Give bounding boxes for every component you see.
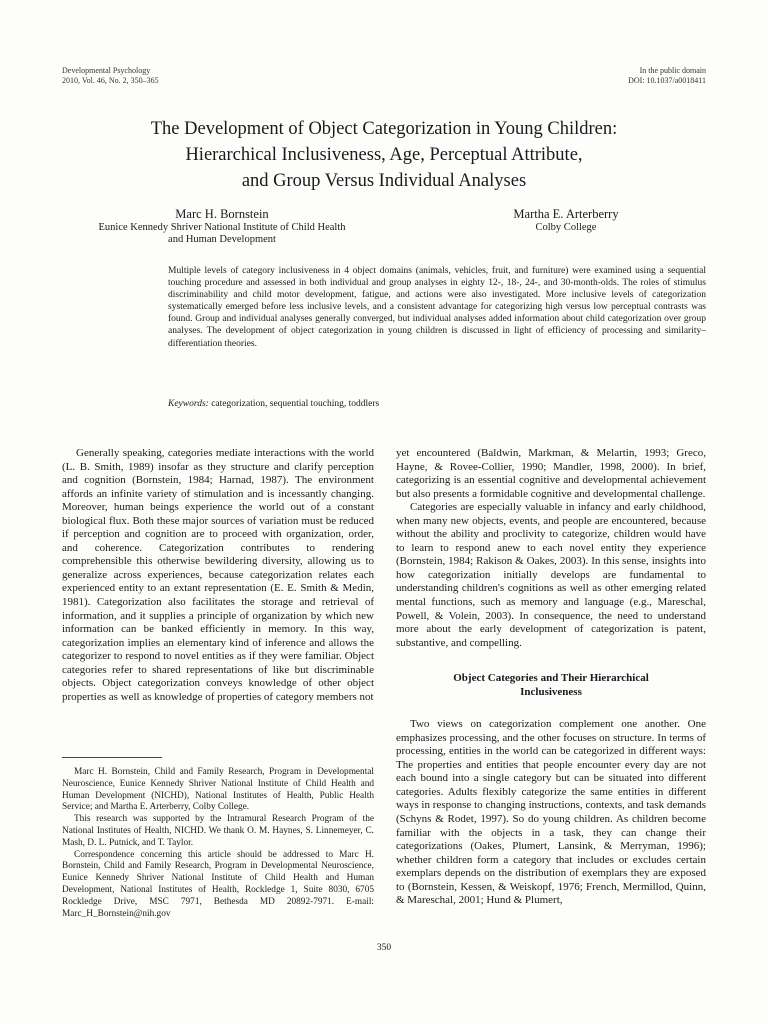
page-number: 350: [376, 943, 392, 953]
author-affiliation: Eunice Kennedy Shriver National Institute of Child Health: [98, 222, 346, 233]
body-left-column: [62, 447, 374, 704]
footnote-paragraph: Correspondence concerning this article should be addressed to Marc H. Bornstein, Child and Family Research, Program in Developmental Neuroscience, Eunice Kennedy Shriver National Institute of Child Health and Human Development, National Institutes of Health, Rockledge 1, Suite 8030, 6705 Rockledge Drive, MSC 7971, Bethesda MD 20892-7971. E-mail: Marc_H_Bornstein@nih.gov: [62, 849, 374, 919]
abstract-text: Multiple levels of category inclusiveness in 4 object domains (animals, vehicles, fruit, and furniture) were examined using a sequential touching procedure and assessed in both individual and group analyses in eighty 12-, 18-, 24-, and 30-month-olds. The roles of stimulus discriminability and child motor development, fatigue, and actions were also investigated. More inclusive levels of categorization systematically emerged before less inclusive levels, and a consistent advantage for categorizing high versus low perceptual contrasts was found. Group and individual analyses generally converged, but individual analyses added information about child categorization over group analyses. The development of object categorization in young children is discussed in light of efficiency of processing and similarity–differentiation theories.: [168, 266, 706, 349]
author-name: Marc H. Bornstein: [175, 207, 269, 221]
body-paragraph: Categories are especially valuable in infancy and early childhood, when many new objects, events, and people are encountered, because without the ability and proclivity to categorize, children would have to learn to respond anew to each novel entity they experience (Bornstein, 1984; Rakison & Oakes, 2003). In this sense, insights into how categorization initially develops are fundamental to understanding children's cognitions as well as other emerging related mental functions, such as memory and language (e.g., Mareschal, Powell, & Volein, 2003). In consequence, the need to understand more about the early development of categorization is patent, substantive, and compelling.: [396, 501, 706, 649]
rights-statement: In the public domain: [639, 66, 706, 75]
doi: DOI: 10.1037/a0018411: [628, 75, 706, 85]
keywords-text: categorization, sequential touching, toddlers: [211, 399, 380, 409]
author-affiliation: and Human Development: [168, 234, 276, 245]
section-heading: [396, 671, 706, 699]
footnote-rule: [62, 757, 162, 758]
body-paragraph: yet encountered (Baldwin, Markman, & Melartin, 1993; Greco, Hayne, & Rovee-Collier, 1990; Mandler, 1998, 2000). In brief, categorizing is an essential cognitive and developmental achievement but also presents a formidable cognitive and developmental challenge.: [396, 447, 706, 500]
body-right-column: [396, 447, 706, 908]
running-header-right: [628, 66, 706, 85]
keywords: [168, 398, 706, 410]
journal-citation: 2010, Vol. 46, No. 2, 350–365: [62, 75, 159, 85]
journal-name: Developmental Psychology: [62, 66, 151, 75]
footnote-paragraph: Marc H. Bornstein, Child and Family Research, Program in Developmental Neuroscience, Eunice Kennedy Shriver National Institute of Child Health and Human Development (NICHD), National Institutes of Health, Public Health Service; and Martha E. Arterberry, Colby College.: [62, 767, 374, 813]
author-name: Martha E. Arterberry: [513, 207, 619, 221]
body-paragraph: Two views on categorization complement one another. One emphasizes processing, and the other focuses on structure. In terms of processing, entities in the world can be categorized in different ways: The properties and entities that people encounter every day are not each bound into a single category but can be situated into different categories. Adults flexibly categorize the same entities in different ways in response to changing instructions, contexts, and task demands (Schyns & Rodet, 1997). So do young children. As children become familiar with the objects in a task, they can change their categorizations (Oakes, Plumert, Lansink, & Merryman, 1996); whether children form a category that includes or excludes certain exemplars depends on the distribution of exemplars they are exposed to (Bornstein, Kessen, & Weiskopf, 1976; French, Mermillod, Quinn, & Mareschal, 2001; Hund & Plumert,: [396, 718, 706, 907]
article-title: [60, 116, 708, 194]
keywords-label: Keywords:: [168, 399, 209, 409]
running-header-left: [62, 66, 159, 85]
section-heading-line: Inclusiveness: [520, 686, 582, 699]
author-note: [62, 767, 374, 920]
section-heading-line: Object Categories and Their Hierarchical: [453, 672, 649, 685]
body-paragraph: Generally speaking, categories mediate interactions with the world (L. B. Smith, 1989) insofar as they structure and clarify perception and cognition (Bornstein, 1984; Harnad, 1987). The environment affords an infinite variety of stimulation and is incessantly changing. Moreover, human beings experience the world out of a constant biological flux. Both these major sources of variation must be reduced if perception and cognition are to proceed with organization, order, and coherence. Categorization contributes to rendering comprehensible this otherwise bewildering diversity, allowing us to generalize across experiences, because categorization relates each experienced entity to an extant representation (E. E. Smith & Medin, 1981). Categorization also facilitates the storage and retrieval of information, and it supplies a principle of organization by which new information can be banked efficiently in memory. In this way, categorization implies an elementary kind of inference and allows the categorizer to respond to novel entities as if they were familiar. Object categories refer to shared representations of like but discriminable objects. Object categorization conveys knowledge of other object properties as well as knowledge of properties of category members not: [62, 447, 374, 703]
footnote-paragraph: This research was supported by the Intramural Research Program of the National Institutes of Health, NICHD. We thank O. M. Haynes, S. Linnemeyer, C. Mash, D. L. Putnick, and T. Taylor.: [62, 814, 374, 848]
title-line-3: and Group Versus Individual Analyses: [241, 171, 527, 191]
title-line-1: The Development of Object Categorization in Young Children:: [150, 119, 618, 139]
author-affiliation: Colby College: [535, 222, 597, 233]
title-line-2: Hierarchical Inclusiveness, Age, Perceptual Attribute,: [185, 145, 583, 165]
author-block-1: [62, 207, 382, 246]
author-block-2: [466, 207, 666, 234]
abstract: [168, 265, 706, 350]
